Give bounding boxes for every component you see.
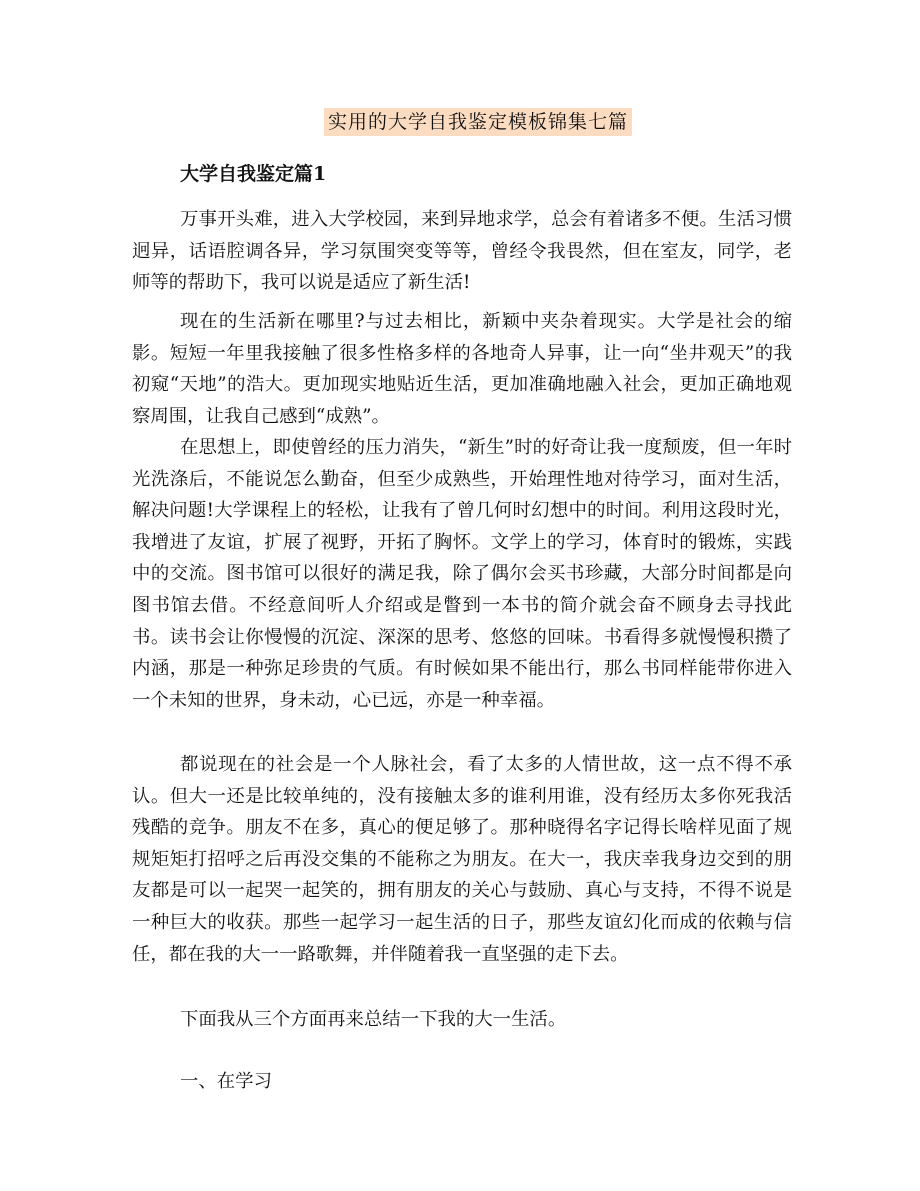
paragraph-4: 都说现在的社会是一个人脉社会，看了太多的人情世故，这一点不得不承认。但大一还是比较单纯的，没有接触太多的谁利用谁，没有经历太多你死我活残酷的竞争。朋友不在多，真心的便足够了。那种晓得名字记得长啥样见面了规规矩矩打招呼之后再没交集的不能称之为朋友。在大一，我庆幸我身边交到的朋友都是可以一起哭一起笑的，拥有朋友的关心与鼓励、真心与支持，不得不说是一种巨大的收获。那些一起学习一起生活的日子，那些友谊幻化而成的依赖与信任，都在我的大一一路歌舞，并伴随着我一直坚强的走下去。 bbox=[132, 754, 792, 965]
subsection-heading: 一、在学习 bbox=[180, 1071, 272, 1092]
paragraph-2: 现在的生活新在哪里?与过去相比，新颖中夹杂着现实。大学是社会的缩影。短短一年里我接触了很多性格多样的各地奇人异事，让一向“坐井观天”的我初窥“天地”的浩大。更加现实地贴近生活，更加准确地融入社会，更加正确地观察周围，让我自己感到“成熟”。 bbox=[132, 311, 792, 427]
section-heading: 大学自我鉴定篇1 bbox=[180, 163, 327, 185]
paragraph-3: 在思想上，即使曾经的压力消失，“新生”时的好奇让我一度颓废，但一年时光洗涤后，不能说怎么勤奋，但至少成熟些，开始理性地对待学习，面对生活，解决问题!大学课程上的轻松，让我有了曾几何时幻想中的时间。利用这段时光，我增进了友谊，扩展了视野，开拓了胸怀。文学上的学习，体育时的锻炼，实践中的交流。图书馆可以很好的满足我，除了偶尔会买书珍藏，大部分时间都是向图书馆去借。不经意间听人介绍或是瞥到一本书的简介就会奋不顾身去寻找此书。读书会让你慢慢的沉淀、深深的思考、悠悠的回味。书看得多就慢慢积攒了内涵，那是一种弥足珍贵的气质。有时候如果不能出行，那么书同样能带你进入一个未知的世界，身未动，心已远，亦是一种幸福。 bbox=[132, 437, 792, 711]
paragraph-1: 万事开头难，进入大学校园，来到异地求学，总会有着诸多不便。生活习惯迥异，话语腔调各异，学习氛围突变等等，曾经令我畏然，但在室友，同学，老师等的帮助下，我可以说是适应了新生活! bbox=[132, 209, 792, 294]
document-title: 实用的大学自我鉴定模板锦集七篇 bbox=[324, 108, 632, 136]
summary-line: 下面我从三个方面再来总结一下我的大一生活。 bbox=[180, 1009, 567, 1030]
